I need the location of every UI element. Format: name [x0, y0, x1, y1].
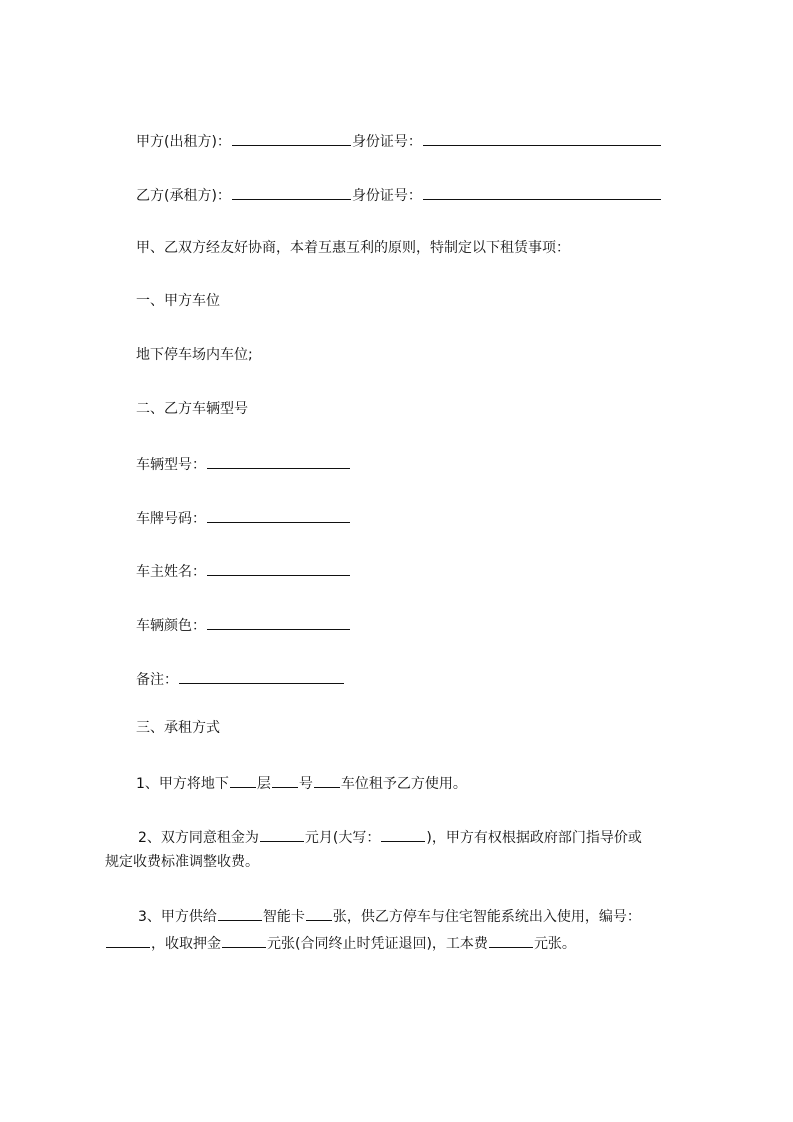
item1-text-1: 1、甲方将地下	[136, 776, 229, 792]
party-a-label: 甲方(出租方)：	[136, 134, 231, 150]
section1-heading: 一、甲方车位	[136, 293, 220, 309]
deposit-blank[interactable]	[222, 932, 266, 948]
remark-label: 备注：	[136, 672, 178, 688]
floor-blank[interactable]	[230, 772, 256, 788]
party-b-label: 乙方(承租方)：	[136, 188, 231, 204]
party-b-line	[136, 184, 793, 206]
party-a-id-label: 身份证号：	[351, 134, 422, 150]
rent-capital-blank[interactable]	[381, 826, 425, 842]
plate-number-line	[136, 507, 793, 529]
plate-number-blank[interactable]	[207, 507, 350, 523]
vehicle-model-label: 车辆型号：	[136, 457, 206, 473]
section1-text: 地下停车场内车位;	[136, 347, 253, 363]
item3-text-1: 3、甲方供给	[138, 909, 217, 925]
remark-line	[136, 668, 793, 690]
party-a-line	[136, 130, 793, 152]
item3-text-5: 元张(合同终止时凭证退回)，工本费	[267, 936, 488, 952]
owner-name-label: 车主姓名：	[136, 564, 206, 580]
remark-blank[interactable]	[179, 668, 344, 684]
lease-item-3-line-1	[138, 905, 793, 927]
item2-text-1: 2、双方同意租金为	[138, 830, 259, 846]
card-count-blank[interactable]	[306, 905, 332, 921]
intro-paragraph: 甲、乙双方经友好协商，本着互惠互利的原则，特制定以下租赁事项：	[136, 240, 570, 256]
lease-item-1	[136, 772, 793, 794]
item2-text-3: )，甲方有权根据政府部门指导价或	[426, 830, 642, 846]
party-b-id-label: 身份证号：	[351, 188, 422, 204]
card-fee-blank[interactable]	[489, 932, 533, 948]
vehicle-model-line	[136, 453, 793, 475]
party-b-name-blank[interactable]	[232, 184, 351, 200]
rent-amount-blank[interactable]	[260, 826, 304, 842]
party-a-id-blank[interactable]	[423, 130, 661, 146]
plate-number-label: 车牌号码：	[136, 511, 206, 527]
vehicle-color-label: 车辆颜色：	[136, 618, 206, 634]
section3-heading: 三、承租方式	[136, 720, 220, 736]
lease-item-3-line-2	[105, 932, 793, 954]
vehicle-model-blank[interactable]	[207, 453, 350, 469]
item3-text-4: ，收取押金	[151, 936, 221, 952]
section2-heading: 二、乙方车辆型号	[136, 401, 248, 417]
item3-text-3: 张，供乙方停车与住宅智能系统出入使用，编号：	[332, 909, 641, 925]
party-b-id-blank[interactable]	[423, 184, 661, 200]
lease-item-2-line-2: 规定收费标准调整收费。	[105, 854, 259, 870]
space-blank[interactable]	[314, 772, 340, 788]
vehicle-color-line	[136, 614, 793, 636]
owner-name-line	[136, 560, 793, 582]
owner-name-blank[interactable]	[207, 560, 350, 576]
party-a-name-blank[interactable]	[232, 130, 351, 146]
item1-text-3: 号	[298, 776, 313, 792]
item1-text-4: 车位租予乙方使用。	[340, 776, 467, 792]
vehicle-color-blank[interactable]	[207, 614, 350, 630]
lease-item-2-line-1	[138, 826, 793, 848]
item3-text-6: 元张。	[533, 936, 576, 952]
item3-text-2: 智能卡	[262, 909, 305, 925]
item2-text-2: 元月(大写：	[304, 830, 381, 846]
card-provider-blank[interactable]	[218, 905, 262, 921]
item1-text-2: 层	[256, 776, 271, 792]
number-blank[interactable]	[272, 772, 298, 788]
card-number-blank[interactable]	[106, 932, 150, 948]
